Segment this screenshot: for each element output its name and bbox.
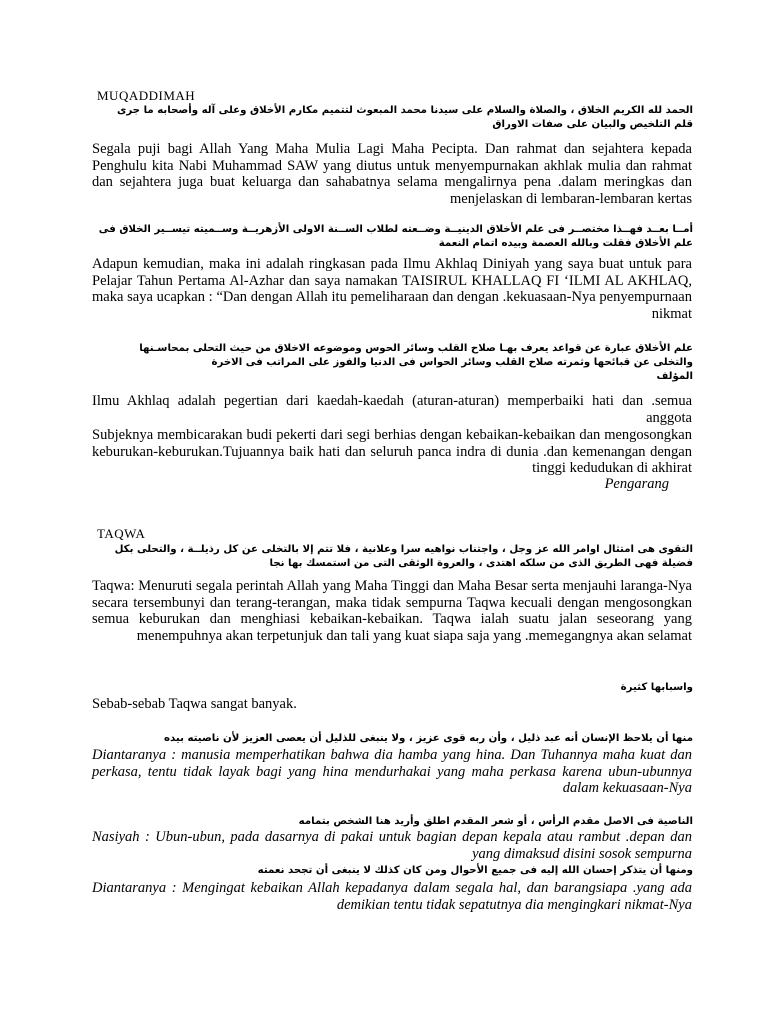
arabic-paragraph: التقوى هى امتثال اوامر الله عز وجل ، واجتناب نواهيه سرا وعلانية ، فلا تتم إلا بالتخلى عن كل رذيلــة ، والتحلى بكل فضيلة فهى الطريق الذى من سلكه اهتدى ، والعروة الوثقى التى من استمسك بها نجا <box>114 544 693 569</box>
section-heading-muqaddimah: MUQADDIMAH <box>97 88 196 103</box>
section-heading-taqwa: TAQWA <box>97 526 146 541</box>
latin-paragraph: Taqwa: Menuruti segala perintah Allah yang Maha Tinggi dan Maha Besar serta menjauhi laranga-Nya secara tersembunyi dan terang-terangan, maka tidak sempurna Taqwa kecuali dengan mengosongkan semua keburukan dan menghiasi kebaikan-kebaikan. Taqwa ialah suatu jalan seseorang yang menempuhnya akan terpetunjuk dan tali yang kuat siapa saja yang .memegangnya akan selamat <box>92 578 692 644</box>
arabic-paragraph: علم الأخلاق عبارة عن قواعد يعرف بهـا صلاح القلب وسائر الحوس وموضوعه الاخلاق من حيث التحلى بمحاسـنها والتخلى عن قبائحها وثمرته صلاح القلب وسائر الحواس فى الدنيا والفوز على المراتب فى الاخرة المؤلف <box>139 343 693 382</box>
latin-paragraph: Diantaranya : manusia memperhatikan bahwa dia hamba yang hina. Dan Tuhannya maha kuat dan perkasa, tentu tidak layak bagi yang hina mendurhakai yang maha perkasa karena ubun-ubunnya dalam kekuasaan-Nya <box>92 747 692 796</box>
arabic-paragraph: الناصية فى الاصل مقدم الرأس ، أو شعر المقدم اطلق وأريد هنا الشخص بتمامه <box>298 816 693 827</box>
arabic-paragraph: أمــا بعــد فهــذا مختصــر فى علم الأخلاق الدينيــة وضــعته لطلاب الســنة الاولى الأزهريــة وســميته تيســير الخلاق فى علم الأخلاق فقلت وبالله العصمة وبيده اتمام النعمة <box>98 224 693 249</box>
latin-paragraph: Nasiyah : Ubun-ubun, pada dasarnya di pakai untuk bagian depan kepala atau rambut .depan dan yang dimaksud disini sosok sempurna <box>92 829 692 862</box>
latin-paragraph: Ilmu Akhlaq adalah pegertian dari kaedah-kaedah (aturan-aturan) memperbaiki hati dan .semua anggota <box>92 393 692 426</box>
arabic-paragraph: ومنها أن يتذكر إحسان الله إليه فى جميع الأحوال ومن كان كذلك لا ينبغى أن تجحد نعمته <box>257 865 693 876</box>
latin-paragraph: Subjeknya membicarakan budi pekerti dari segi berhias dengan kebaikan-kebaikan dan mengosongkan keburukan-keburukan.Tujuannya baik hati dan seluruh panca indra di dunia .dan kemenangan dengan tinggi kedudukan di akhirat <box>92 427 692 476</box>
arabic-paragraph: منها أن يلاحظ الإنسان أنه عبد ذليل ، وأن ربه قوى عزيز ، ولا ينبغى للذليل أن يعصى العزيز لأن ناصيته بيده <box>164 733 693 744</box>
author-signature: Pengarang <box>604 476 669 492</box>
latin-paragraph: Diantaranya : Mengingat kebaikan Allah kepadanya dalam segala hal, dan barangsiapa .yang ada demikian tentu tidak sepatutnya dia mengingkari nikmat-Nya <box>92 880 692 913</box>
latin-paragraph: Adapun kemudian, maka ini adalah ringkasan pada Ilmu Akhlaq Diniyah yang saya buat untuk para Pelajar Tahun Pertama Al-Azhar dan saya namakan TAISIRUL KHALLAQ FI ‘ILMI AL AKHLAQ, maka saya ucapkan : “Dan dengan Allah itu pemeliharaan dan dengan .kekuasaan-Nya penyempurnaan nikmat <box>92 256 692 322</box>
latin-paragraph: Segala puji bagi Allah Yang Maha Mulia Lagi Maha Pecipta. Dan rahmat dan sejahtera kepada Penghulu kita Nabi Muhammad SAW yang diutus untuk menyempurnakan akhlak mulia dan rahmat dan sejahtera juga buat keluarga dan sahabatnya selama mengalirnya pena .dalam meringkas dan menjelaskan di lembaran-lembaran kertas <box>92 141 692 207</box>
latin-paragraph: Sebab-sebab Taqwa sangat banyak. <box>92 696 297 712</box>
arabic-paragraph: الحمد لله الكريم الخلاق ، والصلاة والسلام على سيدنا محمد المبعوث لتتميم مكارم الأخلاق وعلى آله وأصحابه ما جرى قلم التلخيص والبيان على صفات الاوراق <box>117 105 693 130</box>
arabic-paragraph: واسبابها كثيرة <box>620 682 693 693</box>
